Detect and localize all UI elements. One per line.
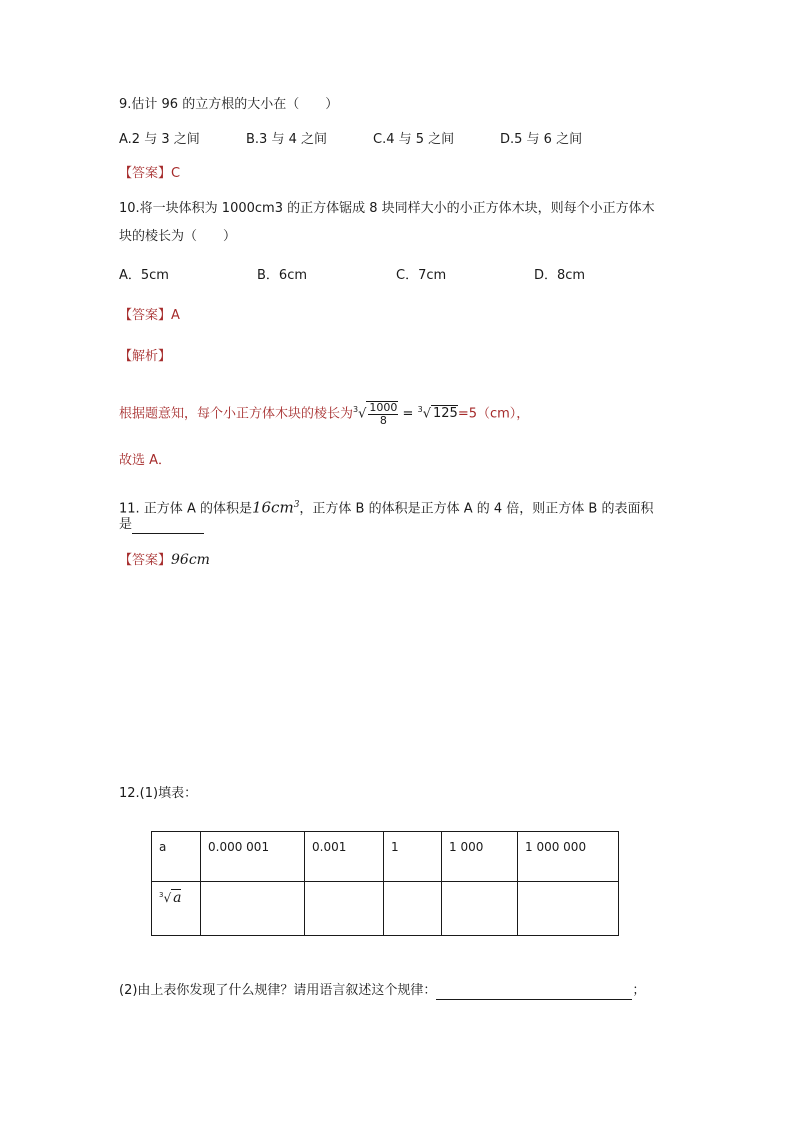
table-cell: a [152, 832, 201, 882]
q10-analysis-line: 根据题意知，每个小正方体木块的棱长为$^3$√ $\frac{1000}{8}$ = $^3$√ 125=5（cm）， [119, 400, 530, 427]
answer-value: C [171, 166, 181, 181]
q10-option-a: A．5cm [119, 268, 169, 283]
q10-option-b: B．6cm [257, 268, 308, 283]
q12-part2-end: ； [632, 983, 646, 998]
q10-option-d: D．8cm [534, 268, 586, 283]
q11-text-a: 11. 正方体 A 的体积是 [119, 501, 252, 517]
analysis-result: =5（cm）， [457, 406, 530, 422]
answer-value: 96cm [171, 552, 210, 568]
table-cell: 0.000 001 [201, 832, 305, 882]
table-row [152, 882, 619, 936]
table-row [152, 832, 619, 882]
table-cell-empty[interactable] [305, 882, 384, 936]
fraction [366, 401, 398, 427]
q11-text-c: 是 [119, 517, 133, 532]
analysis-text: 根据题意知，每个小正方体木块的棱长为 [119, 406, 354, 422]
fraction-numerator: 1000 [369, 400, 398, 414]
q10-stem-line1: 10.将一块体积为 1000cm3 的正方体锯成 8 块同样大小的小正方体木块，则每个小正方体木 [119, 201, 655, 216]
answer-tag: 【答案】 [119, 553, 172, 568]
q10-option-c: C．7cm [396, 268, 447, 283]
radicand: 125 [432, 406, 458, 422]
table-cell-empty[interactable] [201, 882, 305, 936]
q11-stem-line1 [119, 496, 653, 518]
q12-part2 [119, 982, 645, 1000]
q11-volume: 16cm [251, 498, 294, 517]
q12-answer-blank[interactable] [436, 983, 632, 1000]
fill-table [151, 831, 619, 936]
q12-part2-text: (2)由上表你发现了什么规律？请用语言叙述这个规律： [119, 983, 437, 998]
answer-value: A [171, 308, 180, 323]
equals-sign: = [402, 406, 414, 422]
table-cell: 0.001 [305, 832, 384, 882]
table-cell-empty[interactable] [384, 882, 442, 936]
q9-option-d: D.5 与 6 之间 [500, 132, 583, 147]
q11-answer-blank[interactable] [132, 517, 204, 534]
table-cell-empty[interactable] [442, 882, 518, 936]
answer-tag: 【答案】 [119, 166, 172, 181]
q9-stem: 9.估计 96 的立方根的大小在（ ） [119, 97, 339, 112]
table-cell-cube-root-a: $^3$√ a [152, 882, 201, 936]
table-cell: 1 000 000 [518, 832, 619, 882]
q9-option-c: C.4 与 5 之间 [373, 132, 455, 147]
q10-conclusion: 故选 A． [119, 453, 172, 468]
q10-analysis-tag: 【解析】 [119, 349, 172, 364]
q11-text-b: ，正方体 B 的体积是正方体 A 的 4 倍，则正方体 B 的表面积 [299, 501, 654, 517]
q11-answer [119, 551, 210, 570]
table-cell-empty[interactable] [518, 882, 619, 936]
q11-volume-exponent: 3 [293, 500, 300, 510]
q12-part1: 12.(1)填表： [119, 786, 198, 801]
root-index: 3 [353, 405, 359, 414]
q9-answer [119, 165, 180, 183]
radicand: a [173, 890, 182, 906]
q10-answer [119, 307, 180, 325]
q9-option-b: B.3 与 4 之间 [246, 132, 327, 147]
root-index: 3 [417, 405, 423, 414]
root-index: 3 [159, 891, 164, 899]
q11-stem-line2 [119, 516, 204, 534]
q9-option-a: A.2 与 3 之间 [119, 132, 200, 147]
fraction-denominator: 8 [368, 414, 398, 427]
answer-tag: 【答案】 [119, 308, 172, 323]
table-cell: 1 [384, 832, 442, 882]
q10-stem-line2: 块的棱长为（ ） [119, 229, 237, 244]
table-cell: 1 000 [442, 832, 518, 882]
